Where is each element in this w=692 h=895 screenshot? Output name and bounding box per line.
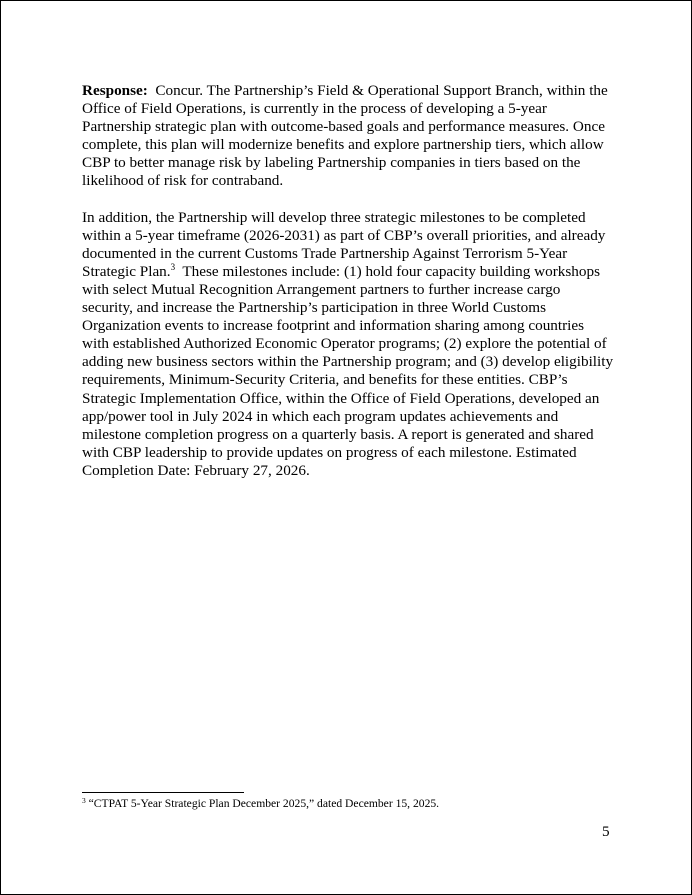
footnote-number: 3: [82, 796, 86, 805]
footnote-reference: 3: [170, 261, 176, 272]
response-label: Response:: [82, 82, 148, 99]
footnote-divider: [82, 792, 244, 793]
milestones-paragraph: [82, 209, 614, 480]
response-paragraph: [82, 82, 614, 191]
milestones-text-intro: In addition, the Partnership will develop three strategic milestones to be completed within a 5-year timeframe (2026-2031) as part of CBP’s overall priorities, and already documented in the current Customs Trade Partnership Against Terrorism 5-Year Strategic Plan.: [82, 208, 606, 280]
response-text: Concur. The Partnership’s Field & Operational Support Branch, within the Office of Field Operations, is currently in the process of developing a 5-year Partnership strategic plan with outcome-based goals and performance measures. Once complete, this plan will modernize benefits and explore partnership tiers, which allow CBP to better manage risk by labeling Partnership companies in tiers based on the likelihood of risk for contraband.: [82, 82, 608, 190]
milestones-text-body: These milestones include: (1) hold four capacity building workshops with select Mutual Recognition Arrangement partners to further increase cargo security, and increase the Partnership’s participation in three World Customs Organization events to increase footprint and information sharing among countries with established Authorized Economic Operator programs; (2) explore the potential of adding new business sectors within the Partnership program; and (3) develop eligibility requirements, Minimum-Security Criteria, and benefits for these entities. CBP’s Strategic Implementation Office, within the Office of Field Operations, developed an app/power tool in July 2024 in which each program updates achievements and milestone completion progress on a quarterly basis. A report is generated and shared with CBP leadership to provide updates on progress of each milestone. Estimated Completion Date: February 27, 2026.: [82, 262, 614, 479]
footnote-text: “CTPAT 5-Year Strategic Plan December 2025,” dated December 15, 2025.: [88, 797, 440, 810]
page-number: 5: [602, 823, 610, 840]
document-body: [82, 82, 614, 498]
footnote: [82, 797, 439, 811]
